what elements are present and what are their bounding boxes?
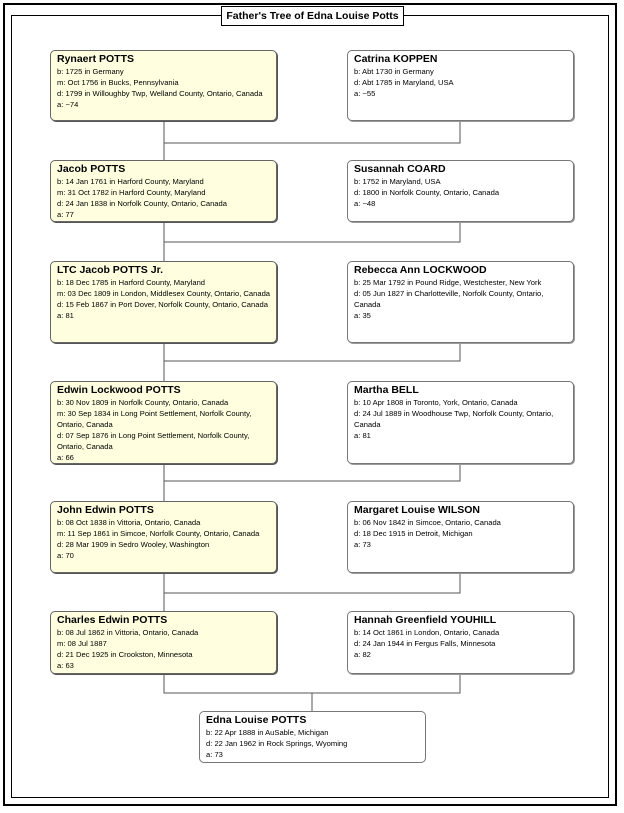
person-detail-line: b: 08 Oct 1838 in Vittoria, Ontario, Canada — [57, 518, 201, 527]
person-box-father-gen-0[interactable] — [50, 50, 277, 121]
person-detail-line: a: 81 — [354, 431, 371, 440]
person-detail-line: b: 1752 in Maryland, USA — [354, 177, 441, 186]
connector-gen-5 — [164, 674, 460, 711]
person-detail-line: b: 08 Jul 1862 in Vittoria, Ontario, Canada — [57, 628, 199, 637]
person-detail-line: m: 11 Sep 1861 in Simcoe, Norfolk County, Ontario, Canada — [57, 529, 260, 538]
person-detail-line: d: 28 Mar 1909 in Sedro Wooley, Washington — [57, 540, 210, 549]
person-box-mother-gen-1[interactable] — [347, 160, 574, 222]
person-name: Edna Louise POTTS — [206, 714, 307, 726]
person-box-mother-gen-0[interactable] — [347, 50, 574, 121]
person-detail-line: d: 24 Jan 1944 in Fergus Falls, Minnesota — [354, 639, 496, 648]
person-name: Rebecca Ann LOCKWOOD — [354, 264, 487, 276]
person-detail-line: a: 81 — [57, 311, 74, 320]
person-detail-line: a: 73 — [206, 750, 223, 759]
person-box-father-gen-5[interactable] — [50, 611, 277, 674]
person-box-mother-gen-5[interactable] — [347, 611, 574, 674]
person-name: Jacob POTTS — [57, 163, 126, 175]
person-detail-line: m: 03 Dec 1809 in London, Middlesex County, Ontario, Canada — [57, 289, 271, 298]
person-detail-line: b: 1725 in Germany — [57, 67, 124, 76]
person-detail-line: d: 18 Dec 1915 in Detroit, Michigan — [354, 529, 473, 538]
connector-gen-1 — [164, 222, 460, 261]
person-detail-line: a: ~48 — [354, 199, 376, 208]
person-detail-line: d: Abt 1785 in Maryland, USA — [354, 78, 454, 87]
person-name: Hannah Greenfield YOUHILL — [354, 614, 497, 626]
person-detail-line: b: 06 Nov 1842 in Simcoe, Ontario, Canada — [354, 518, 501, 527]
person-detail-line: b: 30 Nov 1809 in Norfolk County, Ontario, Canada — [57, 398, 229, 407]
person-detail-line: d: 07 Sep 1876 in Long Point Settlement, Norfolk County, Ontario, Canada — [57, 431, 250, 451]
person-detail-line: d: 05 Jun 1827 in Charlotteville, Norfolk County, Ontario, Canada — [354, 289, 544, 309]
person-detail-line: a: 77 — [57, 210, 74, 219]
person-box-mother-gen-3[interactable] — [347, 381, 574, 464]
person-box-subject[interactable] — [199, 711, 426, 763]
person-detail-line: b: 14 Oct 1861 in London, Ontario, Canada — [354, 628, 500, 637]
person-detail-line: a: 63 — [57, 661, 74, 670]
person-detail-line: m: 31 Oct 1782 in Harford County, Maryland — [57, 188, 206, 197]
person-detail-line: d: 1799 in Willoughby Twp, Welland County, Ontario, Canada — [57, 89, 263, 98]
person-detail-line: b: Abt 1730 in Germany — [354, 67, 434, 76]
person-box-father-gen-3[interactable] — [50, 381, 277, 464]
person-detail-line: d: 1800 in Norfolk County, Ontario, Canada — [354, 188, 500, 197]
person-detail-line: a: 35 — [354, 311, 371, 320]
person-box-father-gen-4[interactable] — [50, 501, 277, 573]
person-detail-line: b: 25 Mar 1792 in Pound Ridge, Westchester, New York — [354, 278, 542, 287]
person-detail-line: d: 15 Feb 1867 in Port Dover, Norfolk County, Ontario, Canada — [57, 300, 268, 309]
connector-gen-3 — [164, 464, 460, 501]
person-box-father-gen-1[interactable] — [50, 160, 277, 222]
person-name: Rynaert POTTS — [57, 53, 135, 65]
person-name: Margaret Louise WILSON — [354, 504, 481, 516]
person-detail-line: m: Oct 1756 in Bucks, Pennsylvania — [57, 78, 179, 87]
person-name: John Edwin POTTS — [57, 504, 154, 516]
person-detail-line: b: 10 Apr 1808 in Toronto, York, Ontario, Canada — [354, 398, 518, 407]
connector-gen-2 — [164, 343, 460, 381]
person-name: LTC Jacob POTTS Jr. — [57, 264, 163, 276]
person-box-father-gen-2[interactable] — [50, 261, 277, 343]
connector-gen-0 — [164, 121, 460, 160]
person-box-mother-gen-2[interactable] — [347, 261, 574, 343]
person-detail-line: d: 24 Jan 1838 in Norfolk County, Ontario, Canada — [57, 199, 227, 208]
person-detail-line: m: 08 Jul 1887 — [57, 639, 107, 648]
person-box-mother-gen-4[interactable] — [347, 501, 574, 573]
person-detail-line: a: 70 — [57, 551, 74, 560]
person-detail-line: a: ~74 — [57, 100, 79, 109]
person-name: Susannah COARD — [354, 163, 446, 175]
person-detail-line: b: 18 Dec 1785 in Harford County, Maryland — [57, 278, 206, 287]
person-detail-line: a: 73 — [354, 540, 371, 549]
person-detail-line: d: 22 Jan 1962 in Rock Springs, Wyoming — [206, 739, 348, 748]
person-detail-line: a: 66 — [57, 453, 74, 462]
person-detail-line: b: 14 Jan 1761 in Harford County, Maryland — [57, 177, 204, 186]
person-name: Charles Edwin POTTS — [57, 614, 168, 626]
person-name: Edwin Lockwood POTTS — [57, 384, 181, 396]
person-name: Catrina KOPPEN — [354, 53, 438, 65]
person-name: Martha BELL — [354, 384, 419, 396]
chart-title: Father's Tree of Edna Louise Potts — [221, 6, 404, 26]
person-detail-line: b: 22 Apr 1888 in AuSable, Michigan — [206, 728, 329, 737]
connector-gen-4 — [164, 573, 460, 611]
person-detail-line: m: 30 Sep 1834 in Long Point Settlement, Norfolk County, Ontario, Canada — [57, 409, 252, 429]
person-detail-line: d: 24 Jul 1889 in Woodhouse Twp, Norfolk County, Ontario, Canada — [354, 409, 554, 429]
person-detail-line: a: 82 — [354, 650, 371, 659]
person-detail-line: d: 21 Dec 1925 in Crookston, Minnesota — [57, 650, 193, 659]
person-detail-line: a: ~55 — [354, 89, 376, 98]
